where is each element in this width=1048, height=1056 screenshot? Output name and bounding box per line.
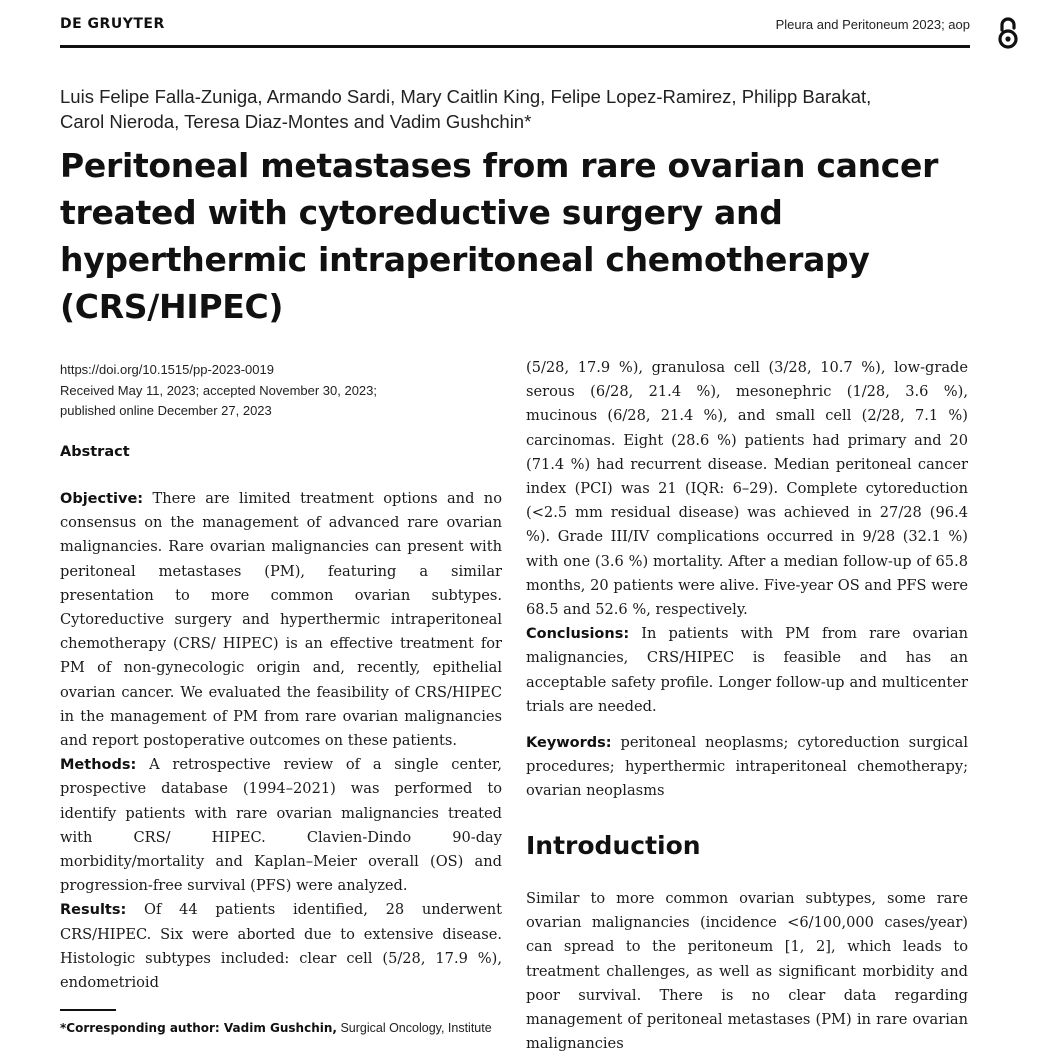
- open-access-icon: [994, 16, 1022, 50]
- results-paragraph: [60, 898, 502, 995]
- author-line-2: Carol Nieroda, Teresa Diaz-Montes and Vadim Gushchin*: [60, 111, 532, 132]
- conclusions-text: In patients with PM from rare ovarian malignancies, CRS/HIPEC is feasible and has an acceptable safety profile. Longer follow-up and multicenter trials are needed.: [526, 625, 969, 715]
- author-line-1: Luis Felipe Falla-Zuniga, Armando Sardi, Mary Caitlin King, Felipe Lopez-Ramirez, Philipp Barakat,: [60, 86, 872, 107]
- header-rule: [60, 45, 970, 48]
- received-date: Received May 11, 2023; accepted November 30, 2023;: [60, 382, 378, 398]
- methods-label: Methods:: [60, 757, 137, 774]
- introduction-column: [526, 887, 968, 1056]
- objective-paragraph: [60, 487, 502, 753]
- results-label: Results:: [60, 902, 127, 919]
- article-title: Peritoneal metastases from rare ovarian cancer treated with cytoreductive surgery and hyperthermic intraperitoneal chemotherapy (CRS/HIPEC): [60, 146, 939, 326]
- introduction-text: Similar to more common ovarian subtypes, some rare ovarian malignancies (incidence <6/100,000 cases/year) can spread to the peritoneum [1, 2], which leads to treatment challenges, as well as significant morbidity and poor survival. There is no clear data regarding management of peritoneal metastases (PM) in rare ovarian malignancies: [526, 890, 968, 1053]
- doi-link[interactable]: https://doi.org/10.1515/pp-2023-0019: [60, 362, 274, 377]
- keywords-paragraph: [526, 731, 968, 804]
- conclusions-paragraph: [526, 622, 968, 719]
- methods-paragraph: [60, 753, 502, 898]
- footnote-label: *Corresponding author: Vadim Gushchin,: [60, 1021, 337, 1035]
- results-text-left: Of 44 patients identified, 28 underwent CRS/HIPEC. Six were aborted due to extensive disease. Histologic subtypes included: clear cell (5/28, 17.9 %), endometrioid: [60, 901, 502, 992]
- author-list: [60, 84, 980, 134]
- keywords-label: Keywords:: [526, 735, 612, 752]
- article-metadata: [60, 360, 500, 422]
- methods-text: A retrospective review of a single center, prospective database (1994–2021) was performed to identify patients with rare ovarian malignancies treated with CRS/ HIPEC. Clavien-Dindo 90-day morbidity/mortality and Kaplan–Meier overall (OS) and progression-free survival (PFS) were analyzed.: [60, 756, 502, 895]
- corresponding-author-footnote: [60, 1021, 510, 1035]
- abstract-left-column: [60, 487, 502, 995]
- results-continued: (5/28, 17.9 %), granulosa cell (3/28, 10.7 %), low-grade serous (6/28, 21.4 %), mesonephric (1/28, 3.6 %), mucinous (6/28, 21.4 %), and small cell (2/28, 7.1 %) carcinomas. Eight (28.6 %) patients had primary and 20 (71.4 %) had recurrent disease. Median peritoneal cancer index (PCI) was 21 (IQR: 6–29). Complete cytoreduction (<2.5 mm residual disease) was achieved in 27/28 (96.4 %). Grade III/IV complications occurred in 9/28 (32.1 %) with one (3.6 %) mortality. After a median follow-up of 65.8 months, 20 patients were alive. Five-year OS and PFS were 68.5 and 52.6 %, respectively.: [526, 359, 968, 619]
- keywords-text: peritoneal neoplasms; cytoreduction surgical procedures; hyperthermic intraperitoneal chemotherapy; ovarian neoplasms: [526, 734, 968, 800]
- journal-citation: Pleura and Peritoneum 2023; aop: [775, 17, 970, 32]
- footnote-text: Surgical Oncology, Institute: [340, 1021, 492, 1035]
- objective-label: Objective:: [60, 491, 144, 507]
- introduction-heading: Introduction: [526, 831, 701, 860]
- publisher-name: DE GRUYTER: [60, 16, 165, 32]
- published-date: published online December 27, 2023: [60, 403, 272, 418]
- abstract-right-column: [526, 356, 968, 804]
- footnote-rule: [60, 1009, 116, 1011]
- abstract-heading: Abstract: [60, 444, 130, 460]
- conclusions-label: Conclusions:: [526, 626, 630, 643]
- objective-text: There are limited treatment options and no consensus on the management of advanced rare ovarian malignancies. Rare ovarian malignancies can present with peritoneal metastases (PM), featuring a similar presentation to more common ovarian subtypes. Cytoreductive surgery and hyperthermic intraperitoneal chemotherapy (CRS/ HIPEC) is an effective treatment for PM of non-gynecologic origin and, recently, epithelial ovarian cancer. We evaluated the feasibility of CRS/HIPEC in the management of PM from rare ovarian malignancies and report postoperative outcomes on these patients.: [60, 490, 502, 750]
